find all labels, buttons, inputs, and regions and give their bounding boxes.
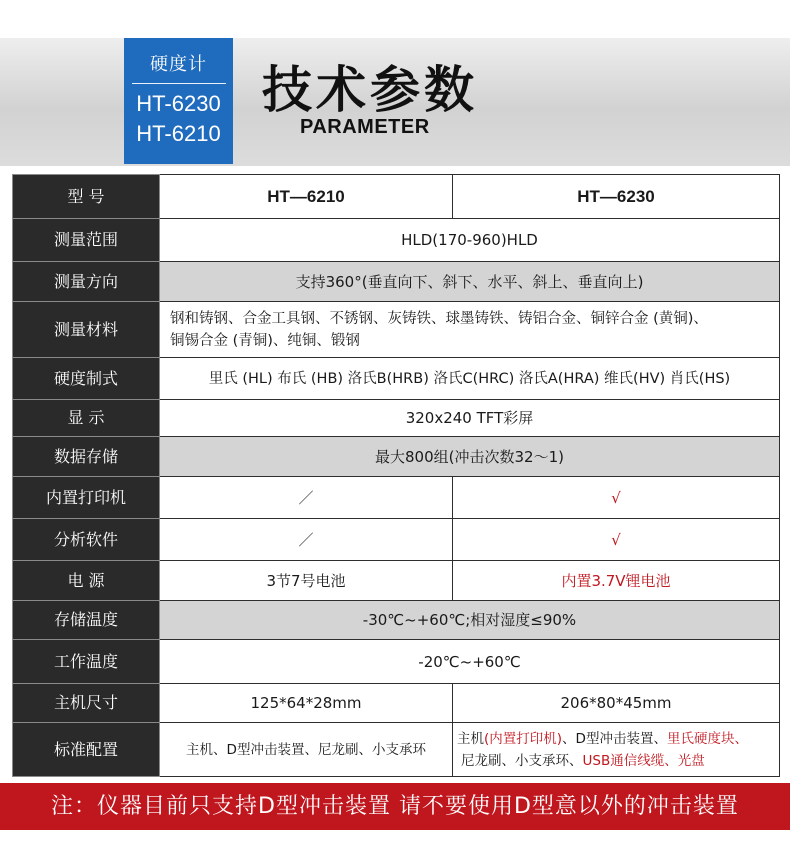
- row-label: 测量材料: [13, 302, 160, 358]
- row-value: 支持360°(垂直向下、斜下、水平、斜上、垂直向上): [160, 262, 780, 302]
- row-label: 测量方向: [13, 262, 160, 302]
- config-b-part: 、D型冲击装置、: [562, 730, 667, 747]
- material-line-1: 钢和铸钢、合金工具钢、不锈钢、灰铸铁、球墨铸铁、铸铝合金、铜锌合金 (黄铜)、: [170, 310, 708, 327]
- row-label: 型 号: [13, 175, 160, 219]
- page-subtitle: PARAMETER: [300, 116, 430, 138]
- table-row-range: [13, 219, 780, 262]
- software-a-value: ／: [160, 519, 453, 561]
- row-label: 存储温度: [13, 601, 160, 640]
- row-value: -20℃~+60℃: [160, 640, 780, 684]
- footer-note-banner: [0, 783, 790, 830]
- row-value: 320x240 TFT彩屏: [160, 400, 780, 437]
- row-value: [160, 302, 780, 358]
- table-row-power: [13, 561, 780, 601]
- row-label: 分析软件: [13, 519, 160, 561]
- row-value: HLD(170-960)HLD: [160, 219, 780, 262]
- row-label: 主机尺寸: [13, 684, 160, 723]
- row-value: -30℃~+60℃;相对湿度≤90%: [160, 601, 780, 640]
- product-name: 硬度计: [150, 54, 207, 75]
- table-row-size: [13, 684, 780, 723]
- table-row-material: [13, 302, 780, 358]
- page-title: 技术参数: [262, 61, 478, 119]
- config-b-part: 主机: [457, 730, 484, 747]
- row-value: 最大800组(冲击次数32～1): [160, 437, 780, 477]
- table-row-display: [13, 400, 780, 437]
- config-b-part-highlight: (内置打印机): [484, 730, 563, 747]
- printer-a-value: ／: [160, 477, 453, 519]
- table-row-config: [13, 723, 780, 777]
- row-label: 硬度制式: [13, 358, 160, 400]
- table-row-storage: [13, 437, 780, 477]
- model-a-header: HT—6210: [160, 175, 453, 219]
- row-value: 里氏 (HL) 布氏 (HB) 洛氏B(HRB) 洛氏C(HRC) 洛氏A(HRA) 维氏(HV) 肖氏(HS): [160, 358, 780, 400]
- config-b-line-1: [457, 728, 775, 750]
- power-b-value: 内置3.7V锂电池: [453, 561, 780, 601]
- row-label: 测量范围: [13, 219, 160, 262]
- row-label: 标准配置: [13, 723, 160, 777]
- model-name-1: HT-6230: [136, 91, 221, 116]
- table-row-software: [13, 519, 780, 561]
- config-b-part: 尼龙刷、小支承环、: [461, 752, 583, 769]
- badge-divider: [132, 83, 226, 84]
- spec-table: [12, 174, 780, 777]
- model-b-header: HT—6230: [453, 175, 780, 219]
- config-b-part-highlight: 里氏硬度块、: [666, 730, 748, 747]
- config-b-value: [453, 723, 780, 777]
- table-row-storage-temp: [13, 601, 780, 640]
- config-b-part-highlight: USB通信线缆、光盘: [582, 752, 705, 769]
- table-row-work-temp: [13, 640, 780, 684]
- table-row-direction: [13, 262, 780, 302]
- table-row-printer: [13, 477, 780, 519]
- footer-note: 注：仪器目前只支持D型冲击装置 请不要使用D型意以外的冲击装置: [51, 794, 739, 819]
- config-a-value: 主机、D型冲击装置、尼龙刷、小支承环: [160, 723, 453, 777]
- product-badge: [124, 38, 233, 164]
- power-a-value: 3节7号电池: [160, 561, 453, 601]
- table-row-scale: [13, 358, 780, 400]
- row-label: 数据存储: [13, 437, 160, 477]
- row-label: 显 示: [13, 400, 160, 437]
- size-b-value: 206*80*45mm: [453, 684, 780, 723]
- printer-b-check: √: [453, 477, 780, 519]
- row-label: 工作温度: [13, 640, 160, 684]
- material-line-2: 铜锡合金 (青铜)、纯铜、锻钢: [170, 332, 360, 349]
- row-label: 电 源: [13, 561, 160, 601]
- table-row-model: [13, 175, 780, 219]
- size-a-value: 125*64*28mm: [160, 684, 453, 723]
- model-name-2: HT-6210: [136, 121, 221, 146]
- config-b-line-2: [457, 750, 775, 772]
- software-b-check: √: [453, 519, 780, 561]
- row-label: 内置打印机: [13, 477, 160, 519]
